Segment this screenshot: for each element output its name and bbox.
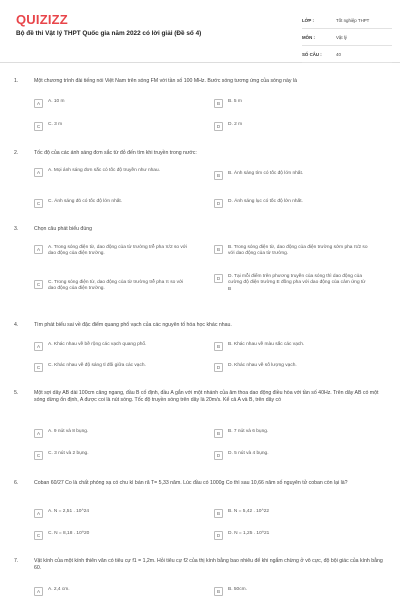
option-a[interactable] [34,342,188,351]
option-text: C. Khác nhau về độ sáng tỉ đối giữa các vạch. [48,363,146,368]
option-d[interactable] [214,199,368,208]
option-letter-box: B [214,99,223,108]
option-d[interactable] [214,274,368,293]
option-d[interactable] [214,363,368,372]
option-letter-box: B [214,429,223,438]
question-number: 7. [14,558,19,564]
option-text: A. 2,4 cm. [48,587,70,592]
question-text: Coban 60/27 Co là chất phóng xạ có chu kì bán rã T= 5,33 năm. Lúc đầu có 1000g Co thì sau 10,66 năm số nguyên tử coban còn lại là? [34,480,348,486]
option-letter-box: A [34,509,43,518]
question-text: Một sợi dây AB dài 100cm căng ngang, đầu B cố định, đầu A gắn với một nhánh của âm thoa dao động điều hòa với tần số 40Hz. Trên dây AB có một sóng dừng ổn định, A được coi là nút sóng. Tốc độ truyền sóng trên dây là 20m/s. Kể cả A và B, trên dây có [34,390,379,403]
option-c[interactable] [34,280,188,293]
meta-key: SỐ CÂU : [302,51,322,57]
option-c[interactable] [34,199,188,208]
option-letter-box: B [214,509,223,518]
option-text: C. 3 nút và 2 bụng. [48,451,89,456]
option-letter-box: D [214,122,223,131]
option-text: B. 5 m [228,99,242,104]
option-letter-box: C [34,199,43,208]
option-b[interactable] [214,509,368,518]
option-letter-box: D [214,363,223,372]
option-letter-box: D [214,531,223,540]
option-text: A. N = 2,51 . 10^24 [48,509,90,514]
question-number: 5. [14,390,19,396]
option-letter-box: B [214,342,223,351]
option-letter-box: A [34,587,43,596]
option-text: A. Mọi ánh sáng đơn sắc có tốc độ truyền như nhau. [48,168,160,173]
option-text: C. Trong sóng điện từ, dao động của từ trường trễ pha π so với dao động của điện trường. [48,280,184,292]
option-b[interactable] [214,429,368,438]
option-text: D. Khác nhau về số lượng vạch. [228,363,297,368]
option-letter-box: D [214,451,223,460]
meta-row-subject [302,29,392,46]
option-c[interactable] [34,451,188,460]
option-text: A. 10 m [48,99,65,104]
option-b[interactable] [214,99,368,108]
option-text: D. Tại mỗi điểm trên phương truyền của sóng thì dao động của cường độ điện trường E đồng pha với dao động của cảm ứng từ B [228,274,366,292]
meta-key: MÔN : [302,34,315,40]
option-letter-box: C [34,280,43,289]
meta-value: 40 [336,51,341,57]
question-number: 6. [14,480,19,486]
option-letter-box: C [34,531,43,540]
meta-row-class [302,12,392,29]
option-text: D. 5 nút và 4 bụng. [228,451,269,456]
option-text: B. Ánh sáng tím có tốc độ lớn nhất. [228,171,304,176]
option-text: A. 9 nút và 8 bụng. [48,429,89,434]
option-c[interactable] [34,363,188,372]
option-letter-box: C [34,363,43,372]
option-letter-box: A [34,429,43,438]
option-letter-box: C [34,451,43,460]
option-d[interactable] [214,531,368,540]
option-text: A. Khác nhau về bề rộng các vạch quang phổ. [48,342,147,347]
option-d[interactable] [214,451,368,460]
worksheet-header [0,0,400,63]
option-b[interactable] [214,245,368,258]
meta-key: LỚP : [302,17,314,23]
option-letter-box: B [214,171,223,180]
meta-value: Tốt nghiệp THPT [336,17,370,23]
option-a[interactable] [34,168,188,177]
option-letter-box: C [34,122,43,131]
option-letter-box: D [214,274,223,283]
option-letter-box: B [214,587,223,596]
question-number: 3. [14,226,19,232]
question-number: 2. [14,150,19,156]
option-c[interactable] [34,531,188,540]
question-text: Tốc độ của các ánh sáng đơn sắc từ đỏ đến tím khi truyền trong nước: [34,150,197,156]
option-letter-box: A [34,342,43,351]
option-text: B. 50cm. [228,587,247,592]
option-a[interactable] [34,99,188,108]
question-text: Một chương trình đài tiếng nói Việt Nam trên sóng FM với tần số 100 MHz. Bước sóng tương ứng của sóng này là [34,78,297,84]
option-text: B. 7 nút và 6 bụng. [228,429,269,434]
option-text: C. Ánh sáng đỏ có tốc độ lớn nhất. [48,199,123,204]
question-text: Chọn câu phát biểu đúng [34,226,92,232]
option-text: B. Khác nhau về màu sắc các vạch. [228,342,305,347]
option-text: D. Ánh sáng lục có tốc độ lớn nhất. [228,199,303,204]
question-text: Vật kính của một kính thiên văn có tiêu cự f1 = 1,2m. Hỏi tiêu cự f2 của thị kính bằng bao nhiêu để khi ngắm chừng ở vô cực, độ bội giác của kính bằng 60. [34,558,383,571]
option-letter-box: A [34,245,43,254]
question-number: 4. [14,322,19,328]
option-letter-box: B [214,245,223,254]
option-letter-box: A [34,99,43,108]
option-a[interactable] [34,429,188,438]
option-b[interactable] [214,587,368,596]
quizizz-logo: QUIZIZZ [16,12,68,27]
meta-value: Vật lý [336,34,347,40]
meta-row-count [302,46,392,63]
question-text: Tìm phát biểu sai về đặc điểm quang phổ vạch của các nguyên tố hóa học khác nhau. [34,322,232,328]
option-text: D. 2 m [228,122,243,127]
option-letter-box: D [214,199,223,208]
option-text: C. N = 8,18 . 10^20 [48,531,90,536]
option-letter-box: A [34,168,43,177]
option-a[interactable] [34,587,188,596]
option-text: C. 3 m [48,122,63,127]
option-text: A. Trong sóng điện từ, dao động của từ trường trễ pha π/2 so với dao động của điện trường. [48,245,187,257]
option-d[interactable] [214,122,368,131]
option-text: B. N = 5,42 . 10^22 [228,509,270,514]
option-b[interactable] [214,171,368,180]
meta-table [302,12,392,63]
worksheet-title: Bộ đề thi Vật lý THPT Quốc gia năm 2022 có lời giải (Đề số 4) [16,30,202,37]
option-text: D. N = 1,25 . 10^21 [228,531,270,536]
option-a[interactable] [34,509,188,518]
option-a[interactable] [34,245,188,258]
option-text: B. Trong sóng điện từ, dao động của điện trường sớm pha π/2 so với dao động của từ trường. [228,245,368,257]
option-b[interactable] [214,342,368,351]
question-number: 1. [14,78,19,84]
option-c[interactable] [34,122,188,131]
